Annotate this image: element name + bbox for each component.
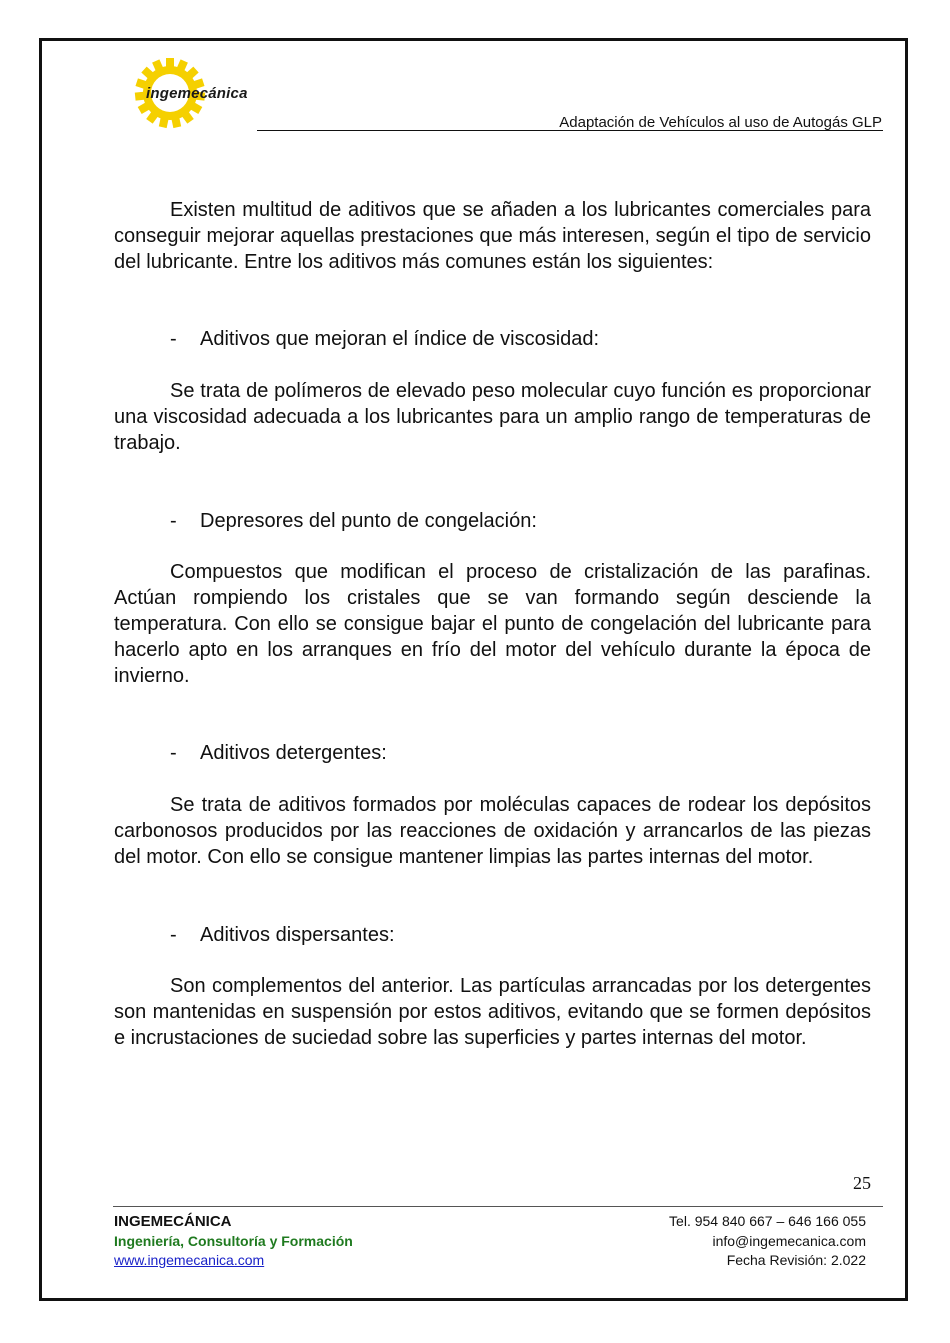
footer-revision: Fecha Revisión: 2.022 <box>726 1252 866 1268</box>
section-heading-dispersants <box>114 923 871 949</box>
footer-rule <box>113 1206 883 1207</box>
bullet-dash: - <box>170 742 177 765</box>
section-heading-viscosity <box>114 327 871 353</box>
page-number: 25 <box>853 1173 871 1193</box>
logo-text: ingemecánica <box>146 85 248 102</box>
bullet-dash: - <box>170 923 177 946</box>
bullet-dash: - <box>170 328 177 351</box>
section-text-viscosity: Se trata de polímeros de elevado peso molecular cuyo función es proporcionar una viscosidad adecuada a los lubricantes para un amplio rango de temperaturas de trabajo. <box>114 380 871 454</box>
footer-website-link[interactable]: www.ingemecanica.com <box>114 1252 265 1268</box>
section-heading-label: Aditivos detergentes: <box>200 742 387 765</box>
section-heading-pour-point <box>114 509 871 535</box>
section-text-dispersants: Son complementos del anterior. Las partículas arrancadas por los detergentes son mantenidas en suspensión por estos aditivos, evitando que se formen depósitos e incrustaciones de suciedad sobre las superficies y partes internas del motor. <box>114 975 871 1049</box>
section-heading-label: Aditivos que mejoran el índice de viscosidad: <box>200 328 600 351</box>
footer-right <box>669 1212 866 1271</box>
header-rule <box>257 130 883 131</box>
bullet-dash: - <box>170 509 177 532</box>
footer-left <box>114 1212 353 1271</box>
footer-phone: Tel. 954 840 667 – 646 166 055 <box>669 1213 866 1229</box>
section-text-pour-point: Compuestos que modifican el proceso de cristalización de las parafinas. Actúan rompiendo los cristales que se van formando según desciende la temperatura. Con ello se consigue bajar el punto de congelación del lubricante para hacerlo apto en los arranques en frío del motor del vehículo durante la época de invierno. <box>114 561 871 687</box>
section-heading-label: Aditivos dispersantes: <box>200 923 395 946</box>
document-title: Adaptación de Vehículos al uso de Autogás GLP <box>559 114 882 131</box>
section-heading-detergents <box>114 741 871 767</box>
intro-paragraph: Existen multitud de aditivos que se añaden a los lubricantes comerciales para conseguir mejorar aquellas prestaciones que más interesen, según el tipo de servicio del lubricante. Entre los aditivos más comunes están los siguientes: <box>114 199 871 273</box>
footer-company: INGEMECÁNICA <box>114 1213 232 1230</box>
footer-email: info@ingemecanica.com <box>712 1232 866 1249</box>
section-text-detergents: Se trata de aditivos formados por moléculas capaces de rodear los depósitos carbonosos producidos por las reacciones de oxidación y arrancarlos de las piezas del motor. Con ello se consigue mantener limpias las partes internas del motor. <box>114 794 871 868</box>
footer-tagline: Ingeniería, Consultoría y Formación <box>114 1232 353 1249</box>
section-heading-label: Depresores del punto de congelación: <box>200 509 537 532</box>
body-content <box>114 198 871 1052</box>
